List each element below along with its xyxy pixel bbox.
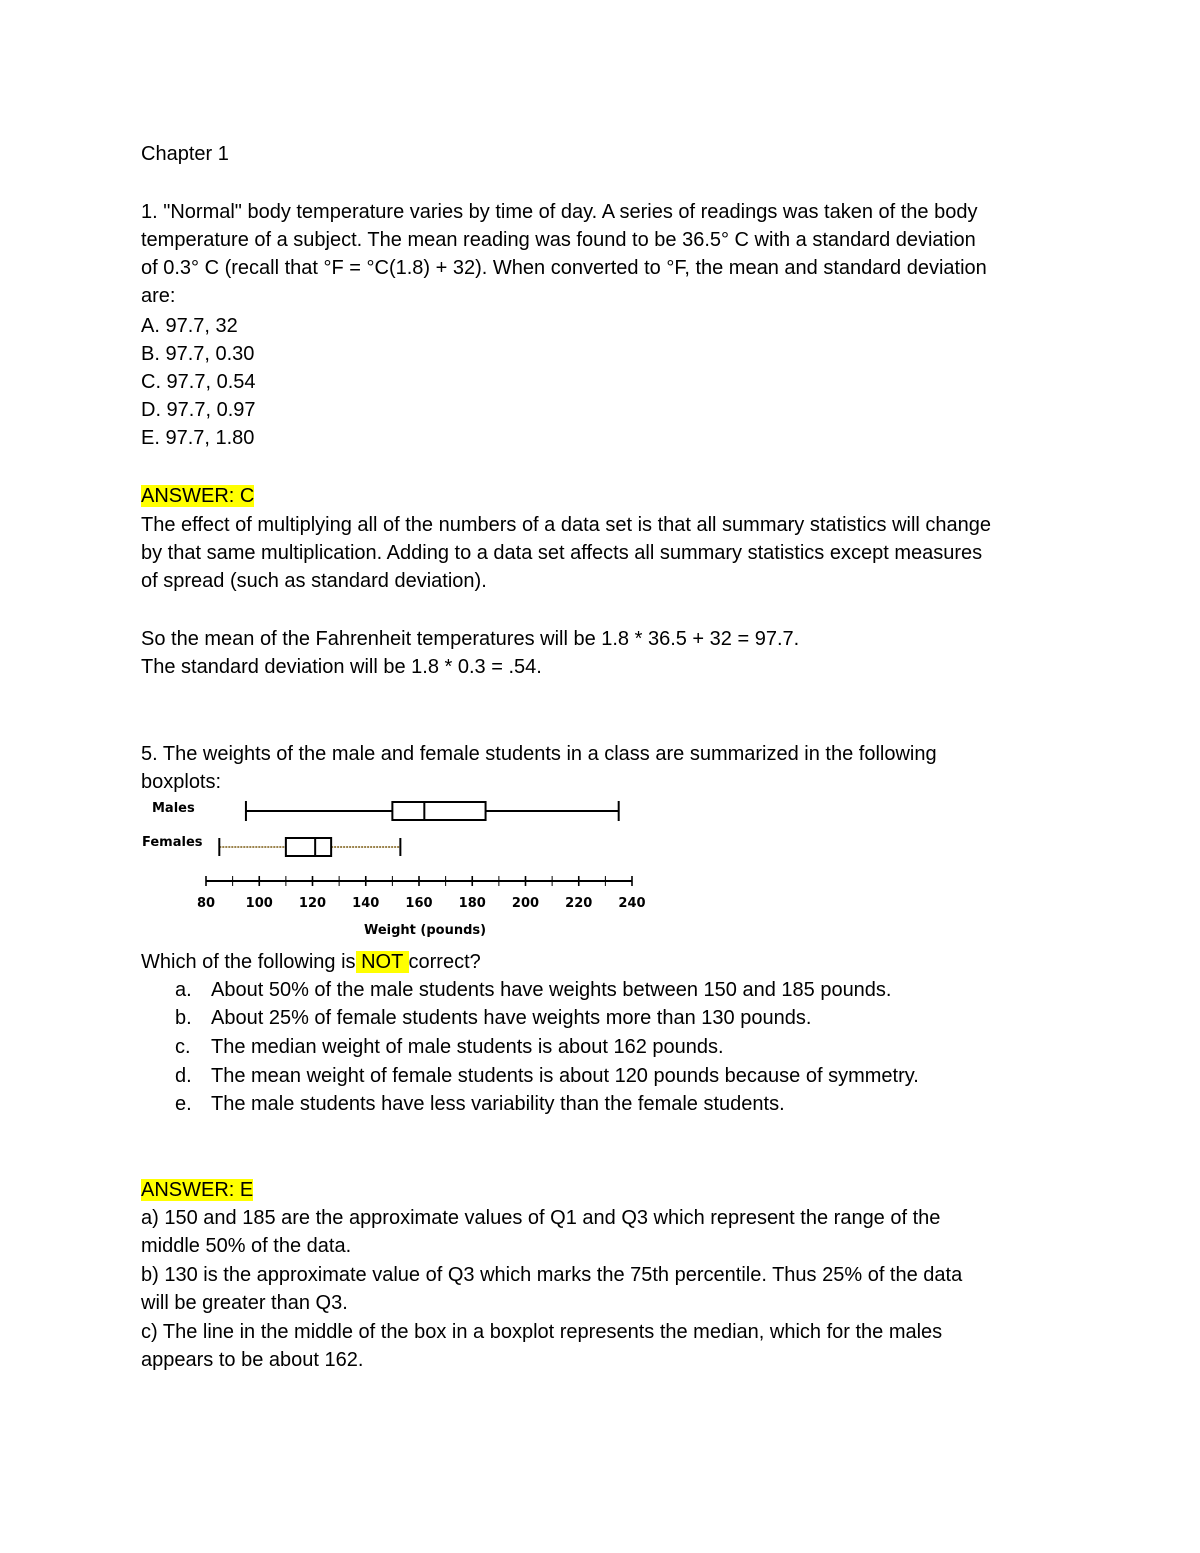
q1-explanation-line: So the mean of the Fahrenheit temperatures will be 1.8 * 36.5 + 32 = 97.7. [141,628,800,650]
option-text: The mean weight of female students is about 120 pounds because of symmetry. [211,1065,919,1087]
q5-text-line: 5. The weights of the male and female students in a class are summarized in the following [141,743,937,765]
q1-explanation-line: of spread (such as standard deviation). [141,570,487,592]
q1-option-a: A. 97.7, 32 [141,315,238,337]
q1-explanation-line: The effect of multiplying all of the numbers of a data set is that all summary statistics will change [141,514,992,536]
q1-option-c: C. 97.7, 0.54 [141,371,256,393]
x-tick-label: 220 [565,896,593,911]
q1-text-line: 1. "Normal" body temperature varies by time of day. A series of readings was taken of the body [141,201,978,223]
option-marker: b. [175,1007,192,1029]
q1-explanation-line: The standard deviation will be 1.8 * 0.3 = .54. [141,656,542,678]
option-marker: a. [175,979,192,1001]
option-marker: e. [175,1093,192,1115]
females-box [286,838,331,856]
option-marker: c. [175,1036,191,1058]
q5-explanation-line: c) The line in the middle of the box in a boxplot represents the median, which for the males [141,1321,943,1343]
q5-text-line: boxplots: [141,771,222,793]
q5-prompt-after: correct? [408,951,481,973]
q5-explanation-line: will be greater than Q3. [141,1292,348,1314]
q1-text-line: of 0.3° C (recall that °F = °C(1.8) + 32). When converted to °F, the mean and standard deviation [141,257,987,279]
q1-text-line: temperature of a subject. The mean reading was found to be 36.5° C with a standard deviation [141,229,976,251]
option-text: About 50% of the male students have weights between 150 and 185 pounds. [211,979,892,1001]
males-series-label: Males [152,801,195,816]
q1-explanation-line: by that same multiplication. Adding to a data set affects all summary statistics except measures [141,542,983,564]
males-box [392,802,485,820]
option-marker: d. [175,1065,192,1087]
q5-prompt [141,948,481,976]
x-tick-label: 200 [511,896,540,911]
x-tick-label: 160 [405,896,433,911]
q1-option-b: B. 97.7, 0.30 [141,343,255,365]
x-tick-label: 80 [196,896,216,911]
option-text: About 25% of female students have weights more than 130 pounds. [211,1007,812,1029]
q5-prompt-before: Which of the following is [141,951,356,973]
q5-explanation-line: a) 150 and 185 are the approximate values of Q1 and Q3 which represent the range of the [141,1207,941,1229]
x-tick-label: 140 [352,896,380,911]
q5-answer-label [141,1176,253,1204]
q1-answer-label [141,482,254,510]
x-tick-label: 240 [618,896,646,911]
x-tick-label: 120 [298,896,327,911]
chapter-title: Chapter 1 [141,143,229,165]
weight-boxplot-chart [140,790,660,940]
q5-explanation-line: appears to be about 162. [141,1349,364,1371]
q5-explanation-line: middle 50% of the data. [141,1235,352,1257]
x-axis-label: Weight (pounds) [363,923,487,938]
q5-explanation-line: b) 130 is the approximate value of Q3 which marks the 75th percentile. Thus 25% of the data [141,1264,963,1286]
option-text: The median weight of male students is about 162 pounds. [211,1036,724,1058]
q1-text-line: are: [141,285,176,307]
x-tick-label: 100 [245,896,273,911]
q1-option-d: D. 97.7, 0.97 [141,399,256,421]
q1-answer-highlight: ANSWER: C [141,485,255,507]
q1-option-e: E. 97.7, 1.80 [141,427,255,449]
females-series-label: Females [142,835,203,850]
q5-answer-highlight: ANSWER: E [141,1179,254,1201]
option-text: The male students have less variability than the female students. [211,1093,785,1115]
q5-prompt-not-highlight: NOT [355,951,409,973]
x-tick-label: 180 [458,896,486,911]
